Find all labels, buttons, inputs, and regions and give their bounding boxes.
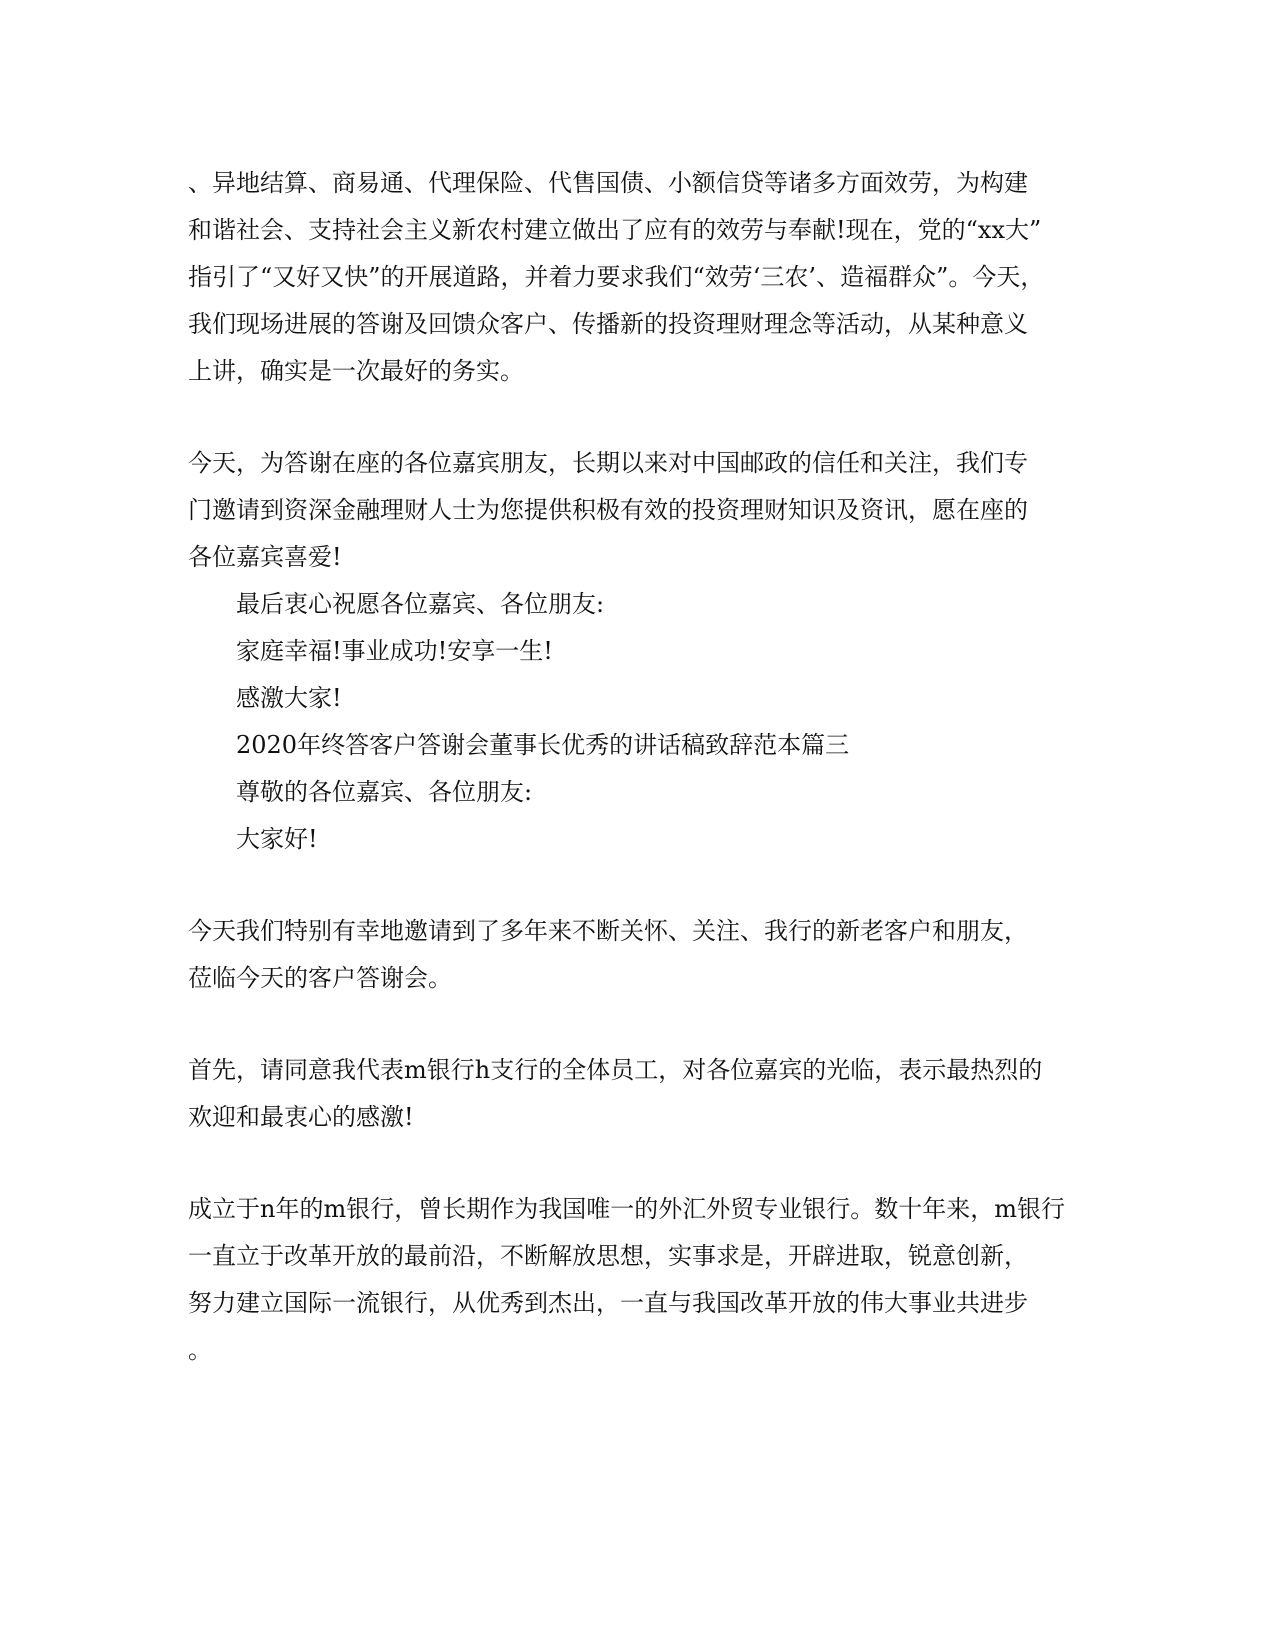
- text-line: 尊敬的各位嘉宾、各位朋友:: [236, 778, 533, 806]
- text-line: 各位嘉宾喜爱!: [188, 543, 342, 571]
- text-line: 最后衷心祝愿各位嘉宾、各位朋友:: [236, 590, 605, 618]
- paragraph-postal-services: [188, 160, 1068, 395]
- text-line: 今天我们特别有幸地邀请到了多年来不断关怀、关注、我行的新老客户和朋友，: [188, 917, 1028, 945]
- paragraph-welcome: [188, 1047, 1068, 1141]
- text-line: 今天，为答谢在座的各位嘉宾朋友，长期以来对中国邮政的信任和关注，我们专: [188, 449, 1028, 477]
- text-line: 2020年终答客户答谢会董事长优秀的讲话稿致辞范本篇三: [236, 731, 850, 759]
- paragraph-thank-all: [188, 675, 1068, 722]
- text-line: 。: [188, 1336, 212, 1364]
- text-line: 首先，请同意我代表m银行h支行的全体员工，对各位嘉宾的光临，表示最热烈的: [188, 1056, 1043, 1084]
- text-line: 门邀请到资深金融理财人士为您提供积极有效的投资理财知识及资讯，愿在座的: [188, 496, 1028, 524]
- text-line: 成立于n年的m银行，曾长期作为我国唯一的外汇外贸专业银行。数十年来，m银行: [188, 1195, 1065, 1223]
- text-line: 努力建立国际一流银行，从优秀到杰出，一直与我国改革开放的伟大事业共进步: [188, 1289, 1028, 1317]
- text-line: 指引了“又好又快”的开展道路，并着力要求我们“效劳‘三农’、造福群众”。今天，: [188, 263, 1045, 291]
- text-line: 我们现场进展的答谢及回馈众客户、传播新的投资理财理念等活动，从某种意义: [188, 310, 1028, 338]
- section-heading: [188, 722, 1068, 769]
- paragraph-blessing: [188, 628, 1068, 675]
- paragraph-greeting: [188, 816, 1068, 863]
- text-line: 家庭幸福!事业成功!安享一生!: [236, 637, 553, 665]
- text-line: 和谐社会、支持社会主义新农村建立做出了应有的效劳与奉献!现在，党的“xx大”: [188, 216, 1042, 244]
- text-line: 一直立于改革开放的最前沿，不断解放思想，实事求是，开辟进取，锐意创新，: [188, 1242, 1028, 1270]
- document-body: [188, 160, 1068, 1374]
- text-line: 大家好!: [236, 825, 318, 853]
- text-line: 上讲，确实是一次最好的务实。: [188, 357, 524, 385]
- paragraph-invitation: [188, 908, 1068, 1002]
- paragraph-closing-wish: [188, 581, 1068, 628]
- paragraph-bank-history: [188, 1186, 1068, 1374]
- paragraph-thanks-guests: [188, 440, 1068, 581]
- text-line: 欢迎和最衷心的感激!: [188, 1103, 414, 1131]
- paragraph-salutation: [188, 769, 1068, 816]
- text-line: 、异地结算、商易通、代理保险、代售国债、小额信贷等诸多方面效劳，为构建: [188, 169, 1028, 197]
- text-line: 莅临今天的客户答谢会。: [188, 964, 452, 992]
- text-line: 感激大家!: [236, 684, 342, 712]
